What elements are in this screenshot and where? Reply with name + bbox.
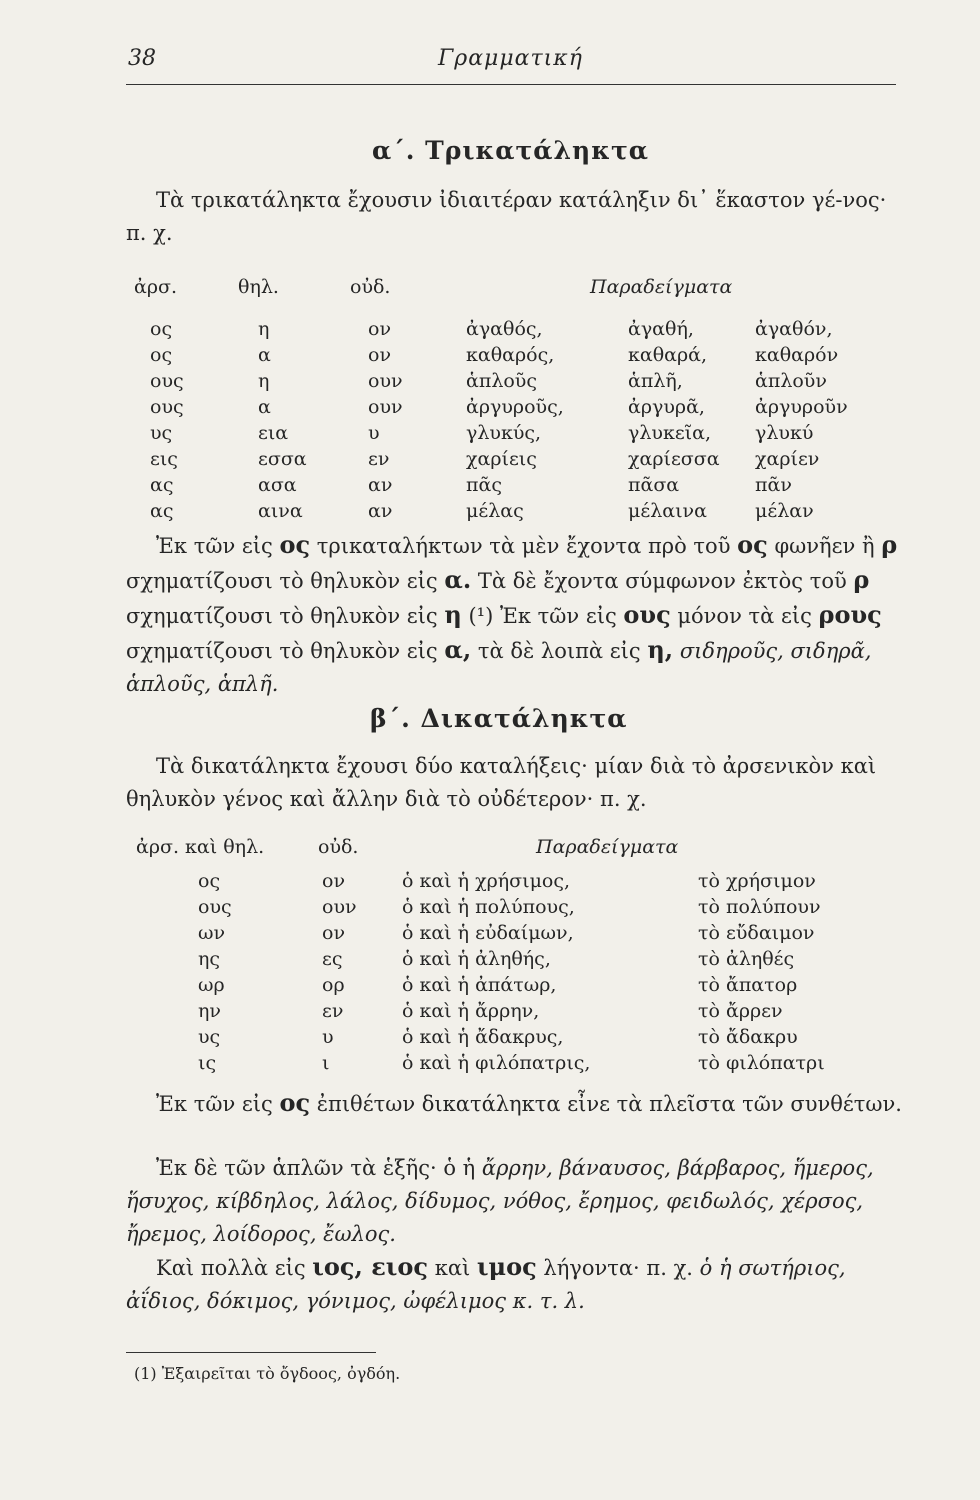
example-masc-fem: ὁ καὶ ἡ εὐδαίμων,	[402, 922, 574, 944]
ending-masc-fem: ος	[198, 870, 221, 892]
example-neut: τὸ ἄπατορ	[698, 974, 798, 996]
ending-neut: εν	[322, 1000, 344, 1022]
ending-masc: υς	[150, 422, 173, 444]
header-rule	[126, 84, 896, 85]
ending-masc-fem: ην	[198, 1000, 221, 1022]
ending-masc-fem: ις	[198, 1052, 217, 1074]
example-masc: πᾶς	[466, 474, 502, 496]
ending-fem: η	[258, 318, 270, 340]
ending-fem: εια	[258, 422, 289, 444]
example-fem: ἁπλῆ,	[628, 370, 683, 392]
example-masc: χαρίεις	[466, 448, 537, 470]
example-neut: ἀργυροῦν	[755, 396, 848, 418]
ending-masc-fem: ωρ	[198, 974, 225, 996]
col-header-examples: Παραδείγματα	[536, 836, 679, 858]
ending-neut: ες	[322, 948, 343, 970]
example-masc-fem: ὁ καὶ ἡ ἀπάτωρ,	[402, 974, 557, 996]
ending-neut: ουν	[368, 396, 403, 418]
ending-fem: η	[258, 370, 270, 392]
section-a-paragraph: Ἐκ τῶν εἰς ος τρικαταλήκτων τὰ μὲν ἔχοντα πρὸ τοῦ ος φωνῆεν ἢ ρ σχηματίζουσι τὸ θηλυκὸν εἰς α. Τὰ δὲ ἔχοντα σύμφωνον ἐκτὸς τοῦ ρ σχηματίζουσι τὸ θηλυκὸν εἰς η (¹) Ἐκ τῶν εἰς ους μόνον τὰ εἰς ρους σχηματίζουσι τὸ θηλυκὸν εἰς α, τὰ δὲ λοιπὰ εἰς η, σιδηροῦς, σιδηρᾶ, ἁπλοῦς, ἁπλῆ.	[126, 530, 898, 696]
page-number: 38	[128, 46, 156, 71]
example-masc: ἀγαθός,	[466, 318, 543, 340]
example-masc: ἀργυροῦς,	[466, 396, 564, 418]
example-neut: τὸ χρήσιμον	[698, 870, 816, 892]
ending-masc: ος	[150, 344, 173, 366]
example-masc: καθαρός,	[466, 344, 555, 366]
ending-neut: ον	[368, 318, 391, 340]
section-b-title: β΄. Δικατάληκτα	[370, 704, 628, 733]
ending-neut: ι	[322, 1052, 330, 1074]
section-b-intro: Τὰ δικατάληκτα ἔχουσι δύο καταλήξεις· μίαν διὰ τὸ ἀρσενικὸν καὶ θηλυκὸν γένος καὶ ἄλλην διὰ τὸ οὐδέτερον· π. χ.	[126, 754, 877, 811]
example-masc-fem: ὁ καὶ ἡ ἄδακρυς,	[402, 1026, 564, 1048]
table-row	[0, 500, 980, 530]
ending-neut: υ	[368, 422, 380, 444]
example-neut: πᾶν	[755, 474, 792, 496]
example-neut: τὸ ἄρρεν	[698, 1000, 783, 1022]
section-a-title: α΄. Τρικατάληκτα	[372, 136, 650, 165]
col-header-neut: οὐδ.	[318, 836, 359, 858]
example-neut: τὸ ἄδακρυ	[698, 1026, 798, 1048]
footnote-rule	[126, 1352, 376, 1353]
example-masc-fem: ὁ καὶ ἡ ἄρρην,	[402, 1000, 540, 1022]
example-fem: χαρίεσσα	[628, 448, 720, 470]
ending-neut: υ	[322, 1026, 334, 1048]
running-title: Γραμματική	[438, 46, 583, 71]
ending-masc: ους	[150, 396, 184, 418]
ending-neut: ον	[322, 922, 345, 944]
ending-neut: εν	[368, 448, 390, 470]
ending-fem: ασα	[258, 474, 297, 496]
section-b-paragraph-1: Ἐκ τῶν εἰς ος ἐπιθέτων δικατάληκτα εἶνε τὰ πλεῖστα τῶν συνθέτων.	[156, 1088, 902, 1117]
ending-neut: αν	[368, 474, 393, 496]
ending-neut: ορ	[322, 974, 345, 996]
example-masc: γλυκύς,	[466, 422, 542, 444]
example-neut: ἀγαθόν,	[755, 318, 833, 340]
example-neut: μέλαν	[755, 500, 814, 522]
col-header-fem: θηλ.	[238, 276, 279, 298]
ending-masc-fem: υς	[198, 1026, 221, 1048]
example-masc: ἁπλοῦς	[466, 370, 537, 392]
example-neut: τὸ πολύπουν	[698, 896, 821, 918]
triple-ending-table	[0, 318, 980, 528]
example-neut: τὸ φιλόπατρι	[698, 1052, 825, 1074]
ending-masc: ας	[150, 500, 174, 522]
example-neut: τὸ ἀληθές	[698, 948, 795, 970]
ending-fem: α	[258, 396, 271, 418]
col-header-masc: ἀρσ.	[134, 276, 178, 298]
ending-fem: εσσα	[258, 448, 307, 470]
table-row	[0, 1052, 980, 1082]
example-masc-fem: ὁ καὶ ἡ ἀληθής,	[402, 948, 551, 970]
example-fem: ἀγαθή,	[628, 318, 694, 340]
example-masc-fem: ὁ καὶ ἡ πολύπους,	[402, 896, 575, 918]
section-a-intro: Τὰ τρικατάληκτα ἔχουσιν ἰδιαιτέραν κατάληξιν δι᾽ ἕκαστον γέ-νος· π. χ.	[126, 188, 887, 245]
ending-masc-fem: ους	[198, 896, 232, 918]
ending-masc: εις	[150, 448, 178, 470]
ending-neut: ουν	[368, 370, 403, 392]
example-fem: μέλαινα	[628, 500, 707, 522]
example-fem: καθαρά,	[628, 344, 708, 366]
example-neut: χαρίεν	[755, 448, 820, 470]
col-header-masc-fem: ἀρσ. καὶ θηλ.	[136, 836, 265, 858]
section-b-paragraph-3: Καὶ πολλὰ εἰς ιος, ειος καὶ ιμος λήγοντα· π. χ. ὁ ἡ σωτήριος, ἀΐδιος, δόκιμος, γόνιμος, ὠφέλιμος κ. τ. λ.	[126, 1252, 846, 1313]
ending-masc: ος	[150, 318, 173, 340]
example-masc-fem: ὁ καὶ ἡ φιλόπατρις,	[402, 1052, 591, 1074]
ending-masc-fem: ων	[198, 922, 226, 944]
example-neut: τὸ εὔδαιμον	[698, 922, 815, 944]
example-masc: μέλας	[466, 500, 524, 522]
example-neut: καθαρόν	[755, 344, 839, 366]
ending-neut: ουν	[322, 896, 357, 918]
example-fem: πᾶσα	[628, 474, 680, 496]
ending-masc-fem: ης	[198, 948, 221, 970]
example-masc-fem: ὁ καὶ ἡ χρήσιμος,	[402, 870, 571, 892]
ending-neut: ον	[322, 870, 345, 892]
double-ending-table	[0, 870, 980, 1110]
ending-fem: αινα	[258, 500, 303, 522]
footnote: (1) Ἐξαιρεῖται τὸ ὄγδοος, ὀγδόη.	[134, 1364, 401, 1383]
example-fem: ἀργυρᾶ,	[628, 396, 705, 418]
ending-masc: ους	[150, 370, 184, 392]
example-neut: ἁπλοῦν	[755, 370, 827, 392]
ending-neut: ον	[368, 344, 391, 366]
page-header	[126, 44, 896, 84]
col-header-examples: Παραδείγματα	[590, 276, 733, 298]
ending-neut: αν	[368, 500, 393, 522]
section-b-paragraph-2: Ἐκ δὲ τῶν ἁπλῶν τὰ ἑξῆς· ὁ ἡ ἄρρην, βάναυσος, βάρβαρος, ἥμερος, ἥσυχος, κίβδηλος, λάλος, δίδυμος, νόθος, ἔρημος, φειδωλός, χέρσος, ἤρεμος, λοίδορος, ἔωλος.	[126, 1156, 874, 1246]
example-fem: γλυκεῖα,	[628, 422, 711, 444]
example-neut: γλυκύ	[755, 422, 814, 444]
ending-fem: α	[258, 344, 271, 366]
ending-masc: ας	[150, 474, 174, 496]
col-header-neut: οὐδ.	[350, 276, 391, 298]
